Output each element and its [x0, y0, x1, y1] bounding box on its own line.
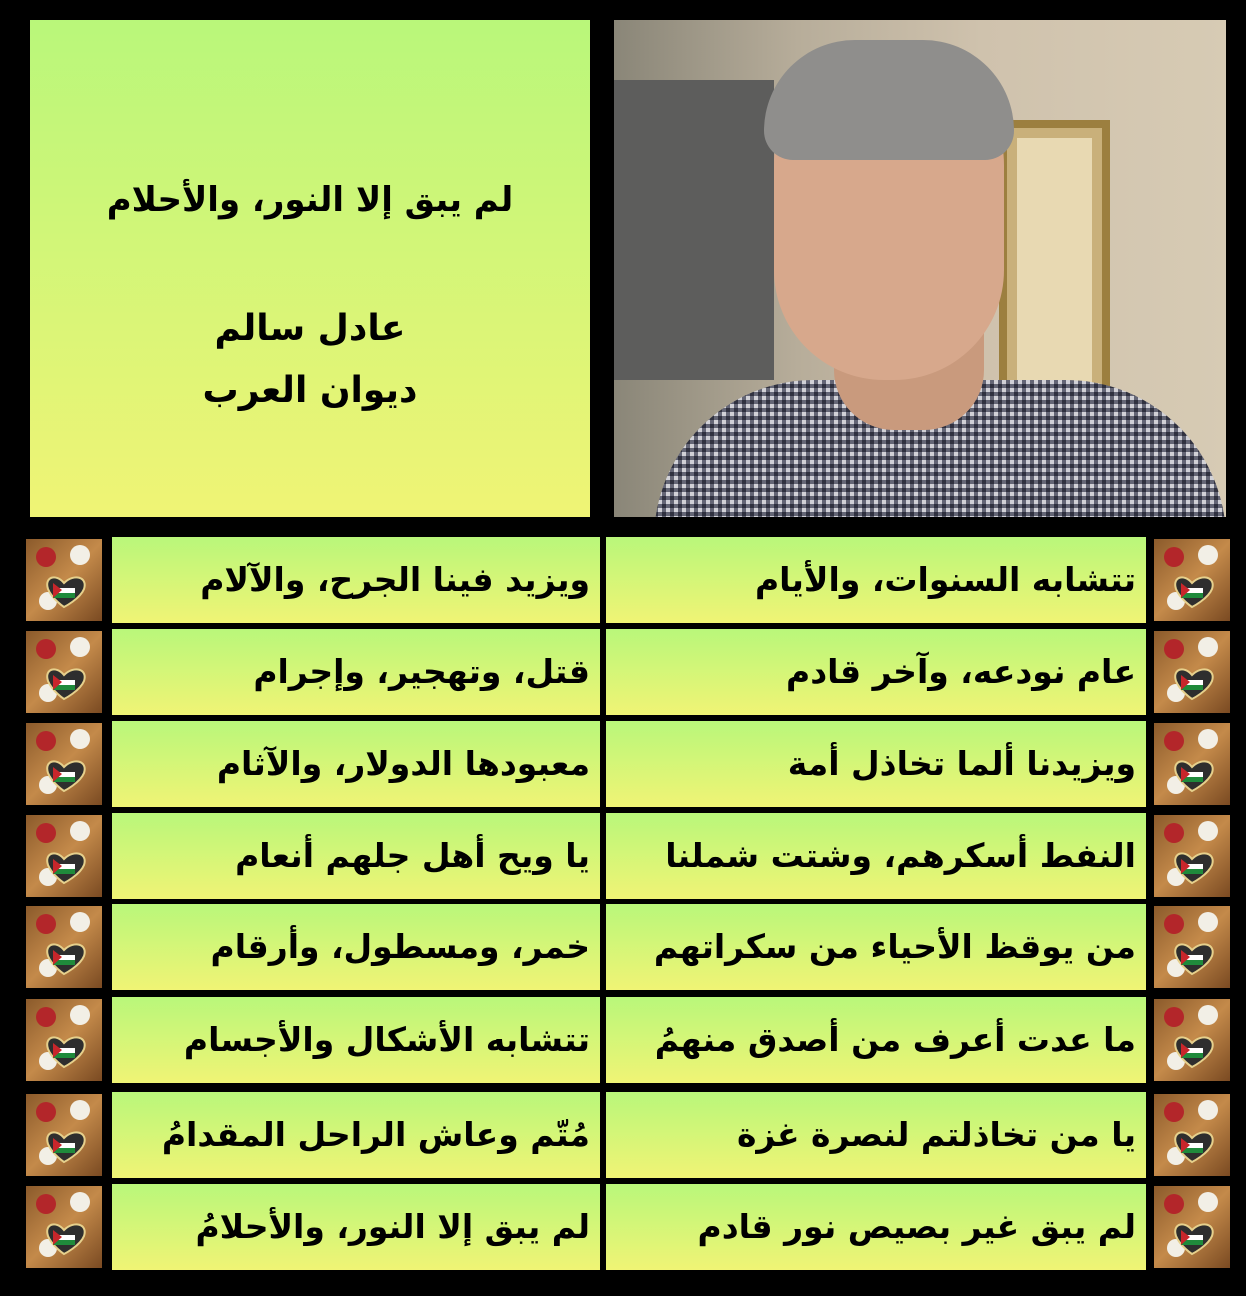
- verse-first-hemistich: عام نودعه، وآخر قادم: [606, 629, 1146, 715]
- verse-first-hemistich: ما عدت أعرف من أصدق منهمُ: [606, 997, 1146, 1083]
- author-name: عادل سالم: [214, 308, 406, 349]
- rose-heart-flag-icon: [1154, 539, 1230, 621]
- verse-first-hemistich: يا من تخاذلتم لنصرة غزة: [606, 1092, 1146, 1178]
- publisher-name: ديوان العرب: [202, 370, 418, 411]
- poem-title: لم يبق إلا النور، والأحلام: [106, 180, 514, 220]
- verse-second-hemistich: يا ويح أهل جلهم أنعام: [112, 813, 600, 899]
- verse-row: [20, 721, 1228, 807]
- rose-heart-flag-icon: [26, 1094, 102, 1176]
- rose-heart-flag-icon: [26, 999, 102, 1081]
- verse-second-hemistich: مُتّم وعاش الراحل المقدامُ: [112, 1092, 600, 1178]
- rose-heart-flag-icon: [26, 539, 102, 621]
- verse-first-hemistich: النفط أسكرهم، وشتت شملنا: [606, 813, 1146, 899]
- rose-heart-flag-icon: [26, 1186, 102, 1268]
- verse-second-hemistich: معبودها الدولار، والآثام: [112, 721, 600, 807]
- rose-heart-flag-icon: [1154, 906, 1230, 988]
- verse-second-hemistich: ويزيد فينا الجرح، والآلام: [112, 537, 600, 623]
- rose-heart-flag-icon: [1154, 1186, 1230, 1268]
- rose-heart-flag-icon: [1154, 723, 1230, 805]
- verse-second-hemistich: قتل، وتهجير، وإجرام: [112, 629, 600, 715]
- verse-second-hemistich: خمر، ومسطول، وأرقام: [112, 904, 600, 990]
- verse-row: [20, 629, 1228, 715]
- author-photo: [614, 20, 1226, 517]
- verse-row: [20, 1184, 1228, 1270]
- rose-heart-flag-icon: [1154, 999, 1230, 1081]
- verse-table: [20, 537, 1228, 1281]
- rose-heart-flag-icon: [1154, 815, 1230, 897]
- verse-row: [20, 997, 1228, 1083]
- rose-heart-flag-icon: [1154, 631, 1230, 713]
- verse-first-hemistich: لم يبق غير بصيص نور قادم: [606, 1184, 1146, 1270]
- verse-row: [20, 537, 1228, 623]
- verse-second-hemistich: لم يبق إلا النور، والأحلامُ: [112, 1184, 600, 1270]
- verse-first-hemistich: ويزيدنا ألما تخاذل أمة: [606, 721, 1146, 807]
- verse-row: [20, 904, 1228, 990]
- title-panel: [30, 20, 590, 517]
- rose-heart-flag-icon: [26, 906, 102, 988]
- rose-heart-flag-icon: [26, 815, 102, 897]
- verse-first-hemistich: تتشابه السنوات، والأيام: [606, 537, 1146, 623]
- rose-heart-flag-icon: [26, 631, 102, 713]
- verse-second-hemistich: تتشابه الأشكال والأجسام: [112, 997, 600, 1083]
- verse-row: [20, 813, 1228, 899]
- rose-heart-flag-icon: [26, 723, 102, 805]
- rose-heart-flag-icon: [1154, 1094, 1230, 1176]
- verse-first-hemistich: من يوقظ الأحياء من سكراتهم: [606, 904, 1146, 990]
- verse-row: [20, 1092, 1228, 1178]
